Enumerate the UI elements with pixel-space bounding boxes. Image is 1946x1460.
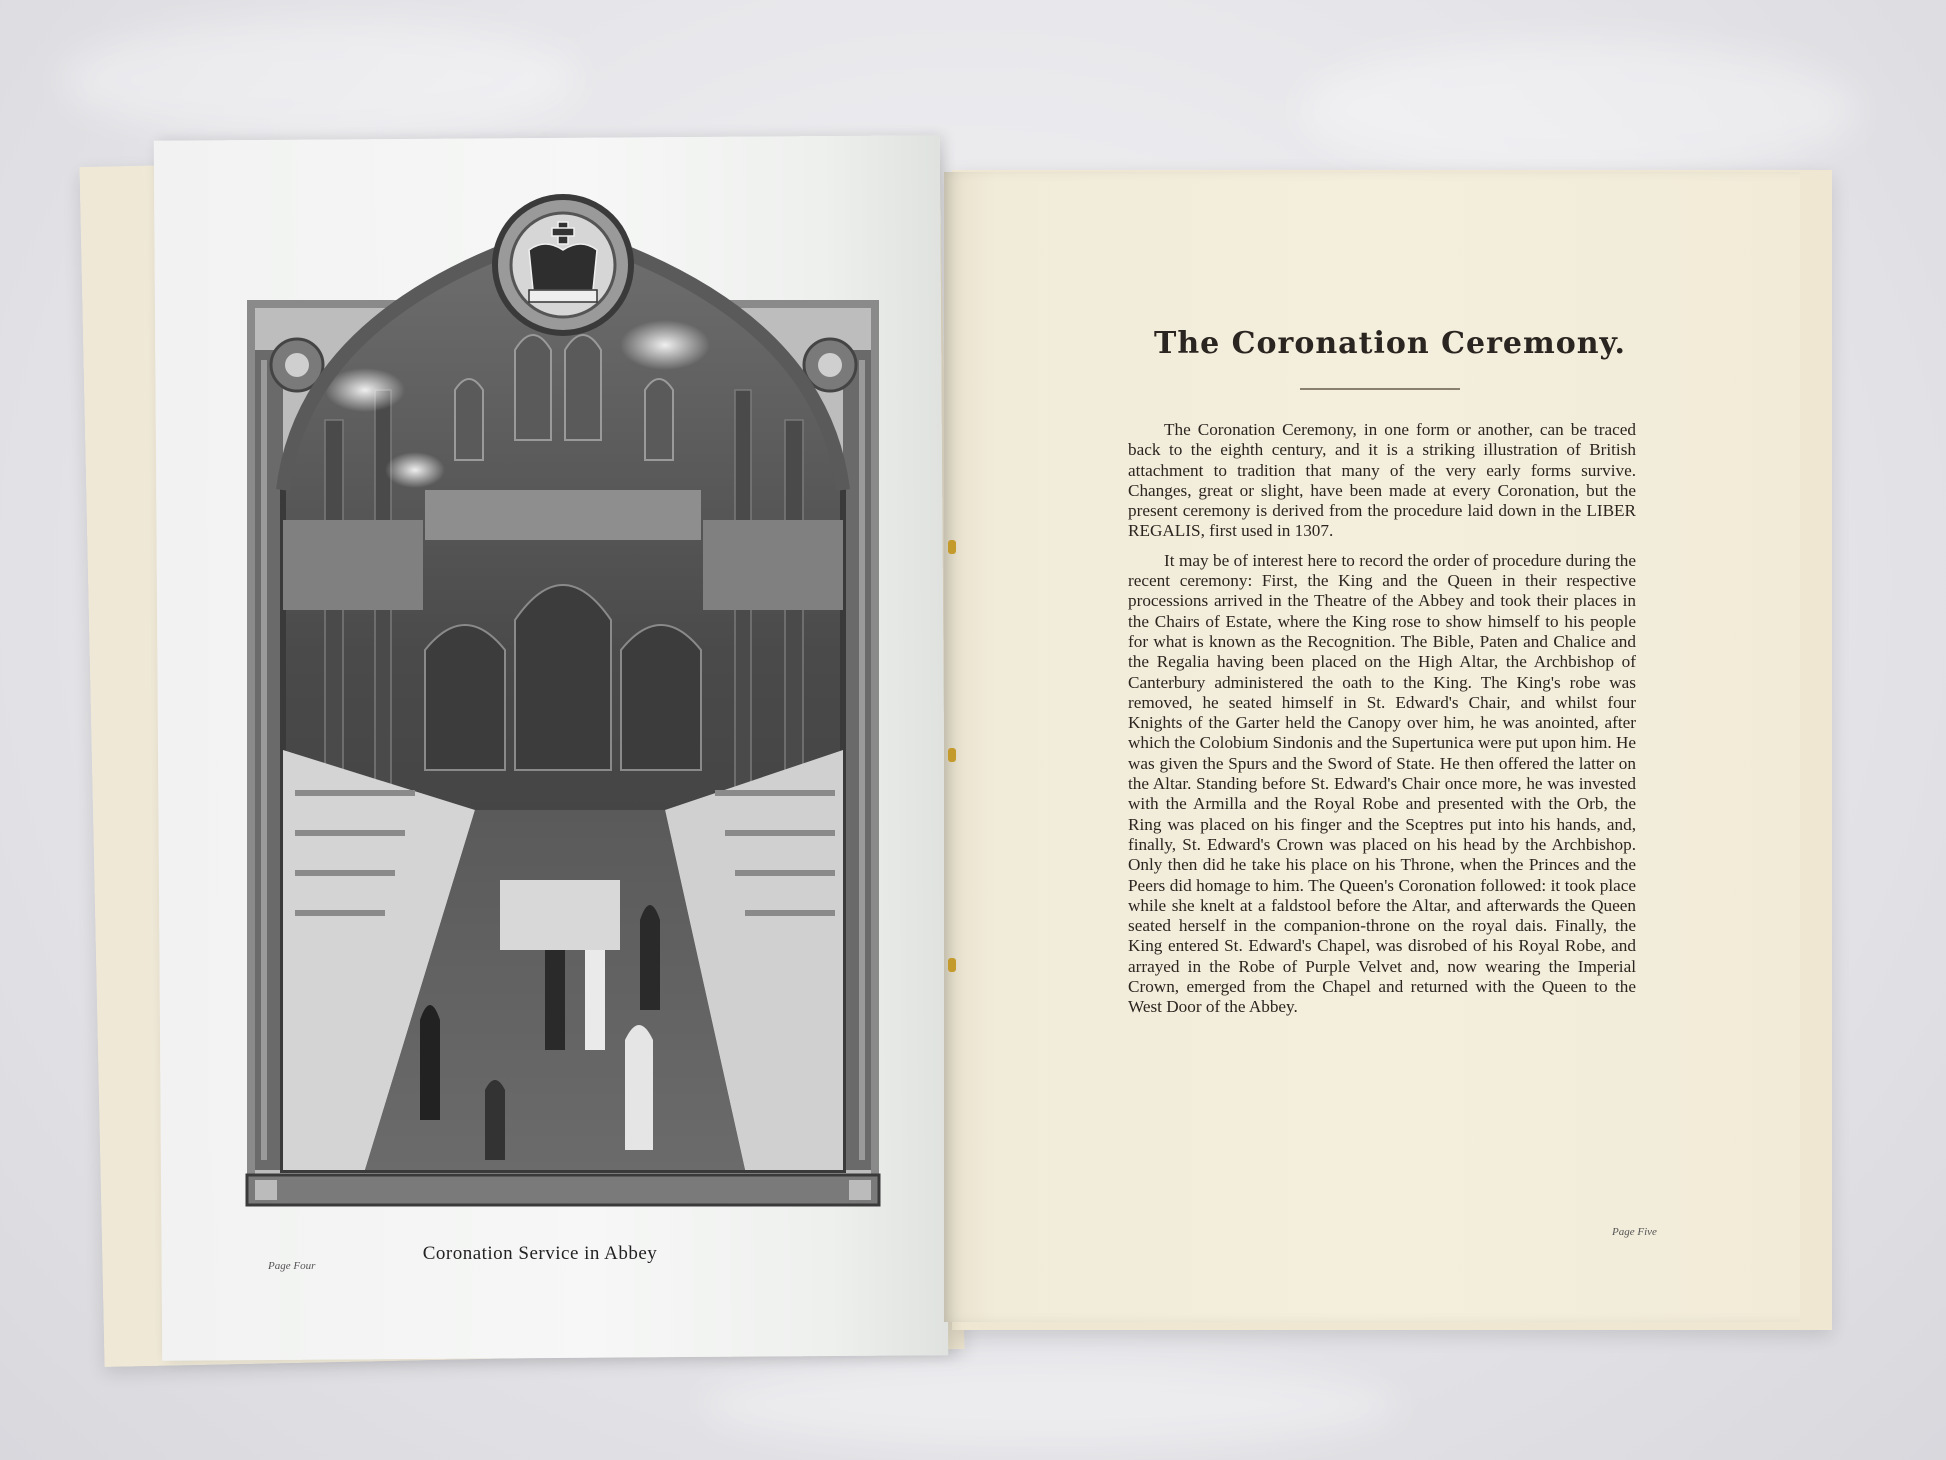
binding-stitch — [948, 748, 956, 762]
illustration-caption: Coronation Service in Abbey — [422, 1243, 658, 1264]
paragraph-procedure: It may be of interest here to record the order of procedure during the recent ceremony: First, the King and the Queen in their respective processions arrived in the Theatre of the Abbey and took their places in the Chairs of Estate, where the King rose to show himself to his people for what is known as the Recognition. The Bible, Paten and Chalice and the Regalia having been placed on the High Altar, the Archbishop of Canterbury administered the oath to the King. The King's robe was removed, he seated himself in St. Edward's Chair, and whilst four Knights of the Garter held the Canopy over him, he was anointed, after which the Colobium Sindonis and the Supertunica were put upon him. He was given the Spurs and the Sword of State. He then offered the latter on the Altar. Standing before St. Edward's Chair once more, he was invested with the Armilla and the Royal Robe and presented with the Orb, the Ring was placed on his finger and the Sceptres put into his hands, and, finally, St. Edward's Crown was placed on his head by the Archbishop. Only then did he take his place on his Throne, when the Princes and the Peers did homage to him. The Queen's Coronation followed: it took place while she knelt at a faldstool before the Altar, and afterwards the Queen seated herself in the companion-throne on the royal dais. Finally, the King entered St. Edward's Chapel, was disrobed of his Royal Robe, and arrayed in the Robe of Purple Velvet and, now wearing the Imperial Crown, emerged from the Chapel and returned with the Queen to the West Door of the Abbey. — [1128, 550, 1636, 1017]
title-divider — [1300, 388, 1460, 390]
page-number-right: Page Five — [1612, 1226, 1657, 1238]
page-title: The Coronation Ceremony. — [1154, 326, 1626, 361]
binding-stitch — [948, 958, 956, 972]
coronation-abbey-illustration — [245, 190, 881, 1210]
body-text — [1128, 420, 1636, 1027]
page-number-left: Page Four — [268, 1260, 316, 1272]
binding-stitch — [948, 540, 956, 554]
paragraph-intro: The Coronation Ceremony, in one form or another, can be traced back to the eighth century, and it is a striking illustration of British attachment to tradition that many of the very early forms survive. Changes, great or slight, have been made at every Coronation, but the present ceremony is derived from the procedure laid down in the LIBER REGALIS, first used in 1307. — [1128, 420, 1636, 541]
